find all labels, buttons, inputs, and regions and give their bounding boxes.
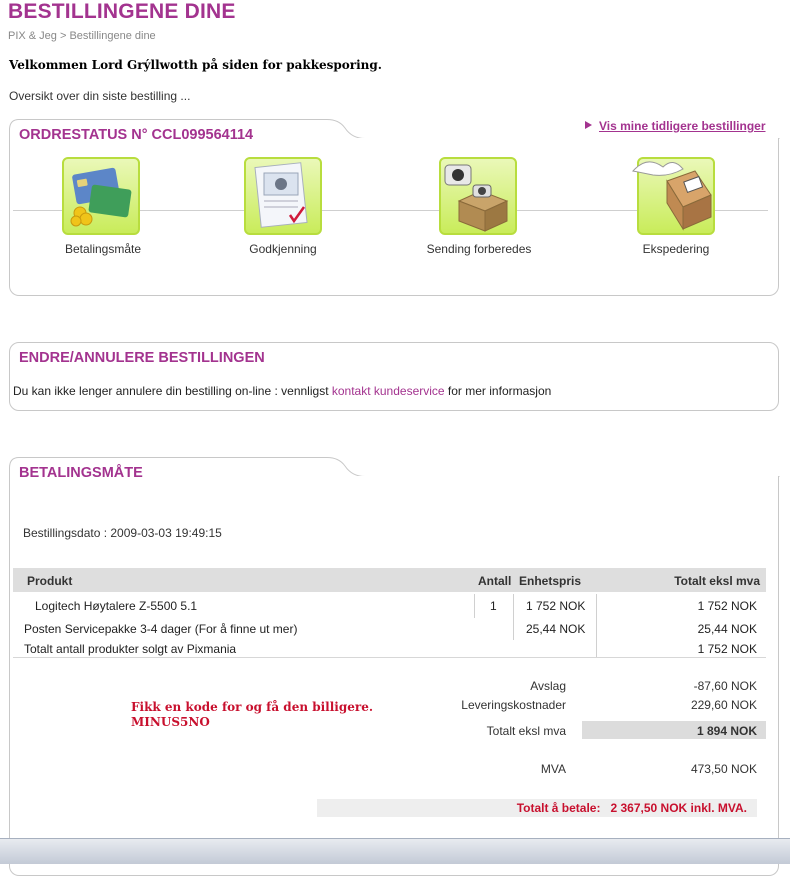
order-status-title: ORDRESTATUS N° CCL099564114 — [19, 127, 254, 143]
order-date: Bestillingsdato : 2009-03-03 19:49:15 — [23, 526, 222, 540]
step-approval-label: Godkjenning — [249, 242, 317, 256]
row-total: 1 752 NOK — [697, 642, 757, 656]
credit-cards-icon — [64, 159, 138, 233]
overview-text: Oversikt over din siste bestilling ... — [9, 89, 191, 103]
welcome-message: Velkommen Lord Grýllwotth på siden for pakkesporing. — [9, 58, 382, 72]
cancel-order-title: ENDRE/ANNULERE BESTILLINGEN — [19, 350, 265, 366]
row-total: 25,44 NOK — [697, 622, 757, 636]
delivery-value: 229,60 NOK — [690, 698, 757, 712]
breadcrumb[interactable]: PIX & Jeg > Bestillingene dine — [8, 30, 156, 42]
note-line-2: MINUS5NO — [131, 715, 210, 729]
row-total: 1 752 NOK — [697, 599, 757, 613]
delivery-label: Leveringskostnader — [461, 698, 566, 712]
discount-value: -87,60 NOK — [693, 679, 757, 693]
col-header-product: Produkt — [27, 574, 73, 588]
vat-label: MVA — [540, 762, 566, 776]
previous-orders-link[interactable]: Vis mine tidligere bestillinger — [599, 119, 766, 133]
total-label: Totalt å betale: — [516, 801, 601, 815]
step-payment-label: Betalingsmåte — [64, 242, 142, 256]
box-camera-icon — [441, 159, 515, 233]
total-value: 2 367,50 NOK inkl. MVA. — [610, 801, 747, 815]
table-divider — [596, 594, 597, 658]
note-line-1: Fikk en kode for og få den billigere. — [131, 700, 374, 714]
row-qty: 1 — [490, 599, 497, 613]
vat-value: 473,50 NOK — [690, 762, 757, 776]
row-product[interactable]: Posten Servicepakke 3-4 dager (For å finne ut mer) — [24, 622, 298, 636]
step-shipping-prep — [439, 157, 517, 235]
step-approval — [244, 157, 322, 235]
discount-code-note — [131, 700, 373, 730]
col-header-qty: Antall — [478, 574, 512, 588]
row-unit-price: 25,44 NOK — [526, 622, 586, 636]
page-title: BESTILLINGENE DINE — [8, 0, 236, 23]
cancel-order-text — [13, 384, 551, 398]
payment-title: BETALINGSMÅTE — [19, 465, 143, 481]
table-bottom-line — [13, 657, 766, 658]
os-taskbar — [0, 838, 790, 864]
customer-service-link[interactable]: kontakt kundeservice — [331, 384, 445, 398]
cancel-text-after: for mer informasjon — [444, 384, 552, 398]
table-divider — [513, 594, 514, 640]
row-unit-price: 1 752 NOK — [526, 599, 586, 613]
subtotal-value: 1 894 NOK — [696, 724, 757, 738]
row-product: Totalt antall produkter solgt av Pixmania — [24, 642, 237, 656]
discount-label: Avslag — [530, 679, 566, 693]
step-payment — [62, 157, 140, 235]
subtotal-label: Totalt eksl mva — [486, 724, 566, 738]
approval-document-icon — [246, 159, 320, 233]
step-dispatch-label: Ekspedering — [642, 242, 710, 256]
col-header-unit-price: Enhetspris — [519, 574, 582, 588]
step-shipping-prep-label: Sending forberedes — [426, 242, 532, 256]
col-header-total: Totalt eksl mva — [674, 574, 760, 588]
table-divider — [474, 594, 475, 618]
flying-parcel-icon — [639, 159, 713, 233]
row-product[interactable]: Logitech Høytalere Z-5500 5.1 — [35, 599, 198, 613]
cancel-text-before: Du kan ikke lenger annulere din bestilling on-line : vennligst — [13, 384, 332, 398]
total-to-pay — [320, 801, 747, 815]
step-dispatch — [637, 157, 715, 235]
arrow-right-icon — [585, 121, 592, 129]
